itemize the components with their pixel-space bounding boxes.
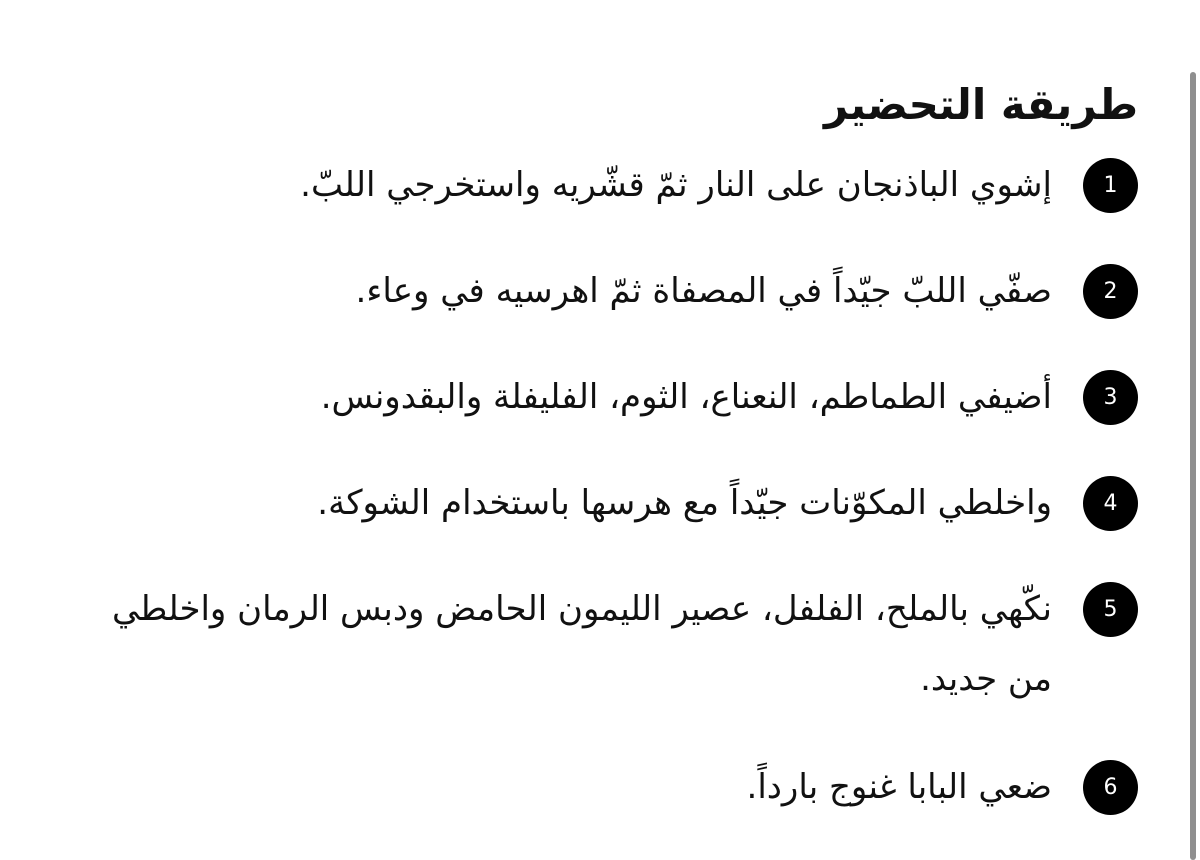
step-number-badge: 5 — [1083, 582, 1138, 637]
scrollbar-thumb[interactable] — [1190, 72, 1196, 860]
step-text: نكّهي بالملح، الفلفل، عصير الليمون الحامض ودبس الرمان واخلطي من جديد. — [111, 589, 1052, 699]
steps-list — [58, 150, 1138, 858]
step-text: واخلطي المكوّنات جيّداً مع هرسها باستخدام الشوكة. — [317, 483, 1052, 523]
step-text: إشوي الباذنجان على النار ثمّ قشّريه واستخرجي اللبّ. — [300, 165, 1052, 205]
list-item — [58, 468, 1138, 574]
list-item — [58, 362, 1138, 468]
list-item — [58, 150, 1138, 256]
list-item — [58, 574, 1138, 752]
step-number-badge: 3 — [1083, 370, 1138, 425]
step-text: صفّي اللبّ جيّداً في المصفاة ثمّ اهرسيه في وعاء. — [355, 271, 1052, 311]
scrollbar[interactable] — [1186, 0, 1200, 860]
step-text: ضعي البابا غنوج بارداً. — [746, 767, 1052, 807]
step-number-badge: 4 — [1083, 476, 1138, 531]
list-item — [58, 752, 1138, 858]
list-item — [58, 256, 1138, 362]
step-text: أضيفي الطماطم، النعناع، الثوم، الفليفلة والبقدونس. — [320, 377, 1052, 417]
step-number-badge: 2 — [1083, 264, 1138, 319]
step-number-badge: 6 — [1083, 760, 1138, 815]
step-number-badge: 1 — [1083, 158, 1138, 213]
page-title: طريقة التحضير — [823, 79, 1138, 129]
